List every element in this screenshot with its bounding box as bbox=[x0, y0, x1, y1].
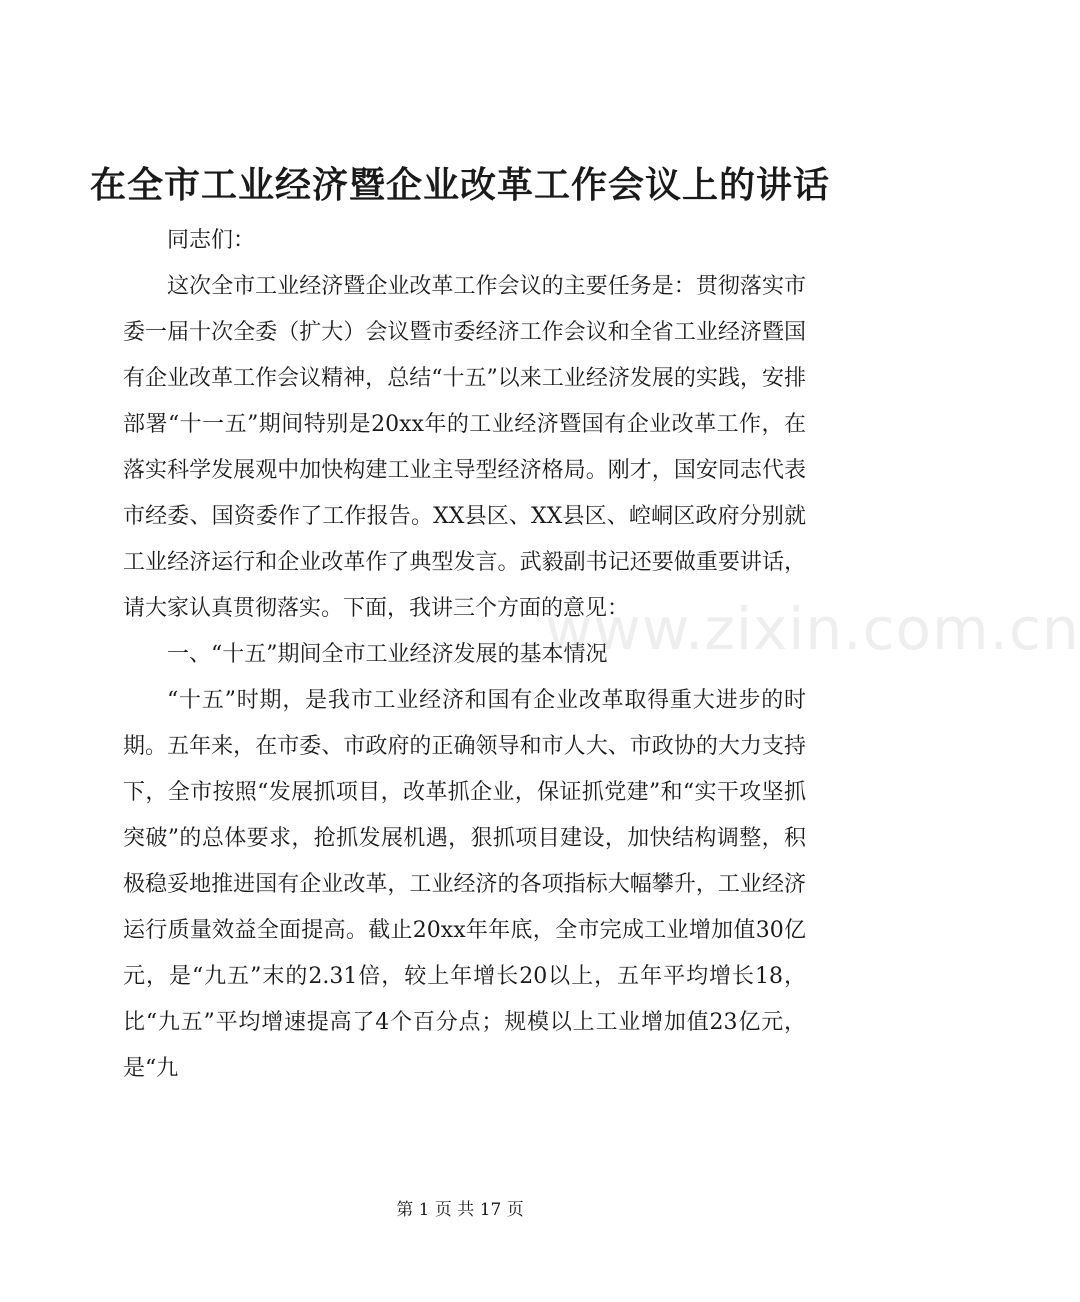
section-heading-1: 一、“十五”期间全市工业经济发展的基本情况 bbox=[167, 642, 608, 667]
document-body bbox=[123, 218, 806, 1092]
salutation: 同志们： bbox=[167, 228, 256, 253]
page-number-footer: 第 1 页 共 17 页 bbox=[396, 1200, 524, 1220]
document-title: 在全市工业经济暨企业改革工作会议上的讲话 bbox=[89, 164, 830, 206]
paragraph-section-1: “十五”时期，是我市工业经济和国有企业改革取得重大进步的时期。五年来，在市委、市政府的正确领导和市人大、市政协的大力支持下，全市按照“发展抓项目，改革抓企业，保证抓党建”和“实干攻坚抓突破”的总体要求，抢抓发展机遇，狠抓项目建设，加快结构调整，积极稳妥地推进国有企业改革，工业经济的各项指标大幅攀升，工业经济运行质量效益全面提高。截止20xx年年底，全市完成工业增加值30亿元，是“九五”末的2.31倍，较上年增长20以上，五年平均增长18，比“九五”平均增速提高了4个百分点；规模以上工业增加值23亿元，是“九 bbox=[123, 688, 806, 1081]
watermark: www.zixin.com.cn bbox=[545, 595, 1080, 663]
paragraph-intro: 这次全市工业经济暨企业改革工作会议的主要任务是：贯彻落实市委一届十次全委（扩大）会议暨市委经济工作会议和全省工业经济暨国有企业改革工作会议精神，总结“十五”以来工业经济发展的实践，安排部署“十一五”期间特别是20xx年的工业经济暨国有企业改革工作，在落实科学发展观中加快构建工业主导型经济格局。刚才，国安同志代表市经委、国资委作了工作报告。XX县区、XX县区、崆峒区政府分别就工业经济运行和企业改革作了典型发言。武毅副书记还要做重要讲话，请大家认真贯彻落实。下面，我讲三个方面的意见： bbox=[123, 274, 806, 621]
